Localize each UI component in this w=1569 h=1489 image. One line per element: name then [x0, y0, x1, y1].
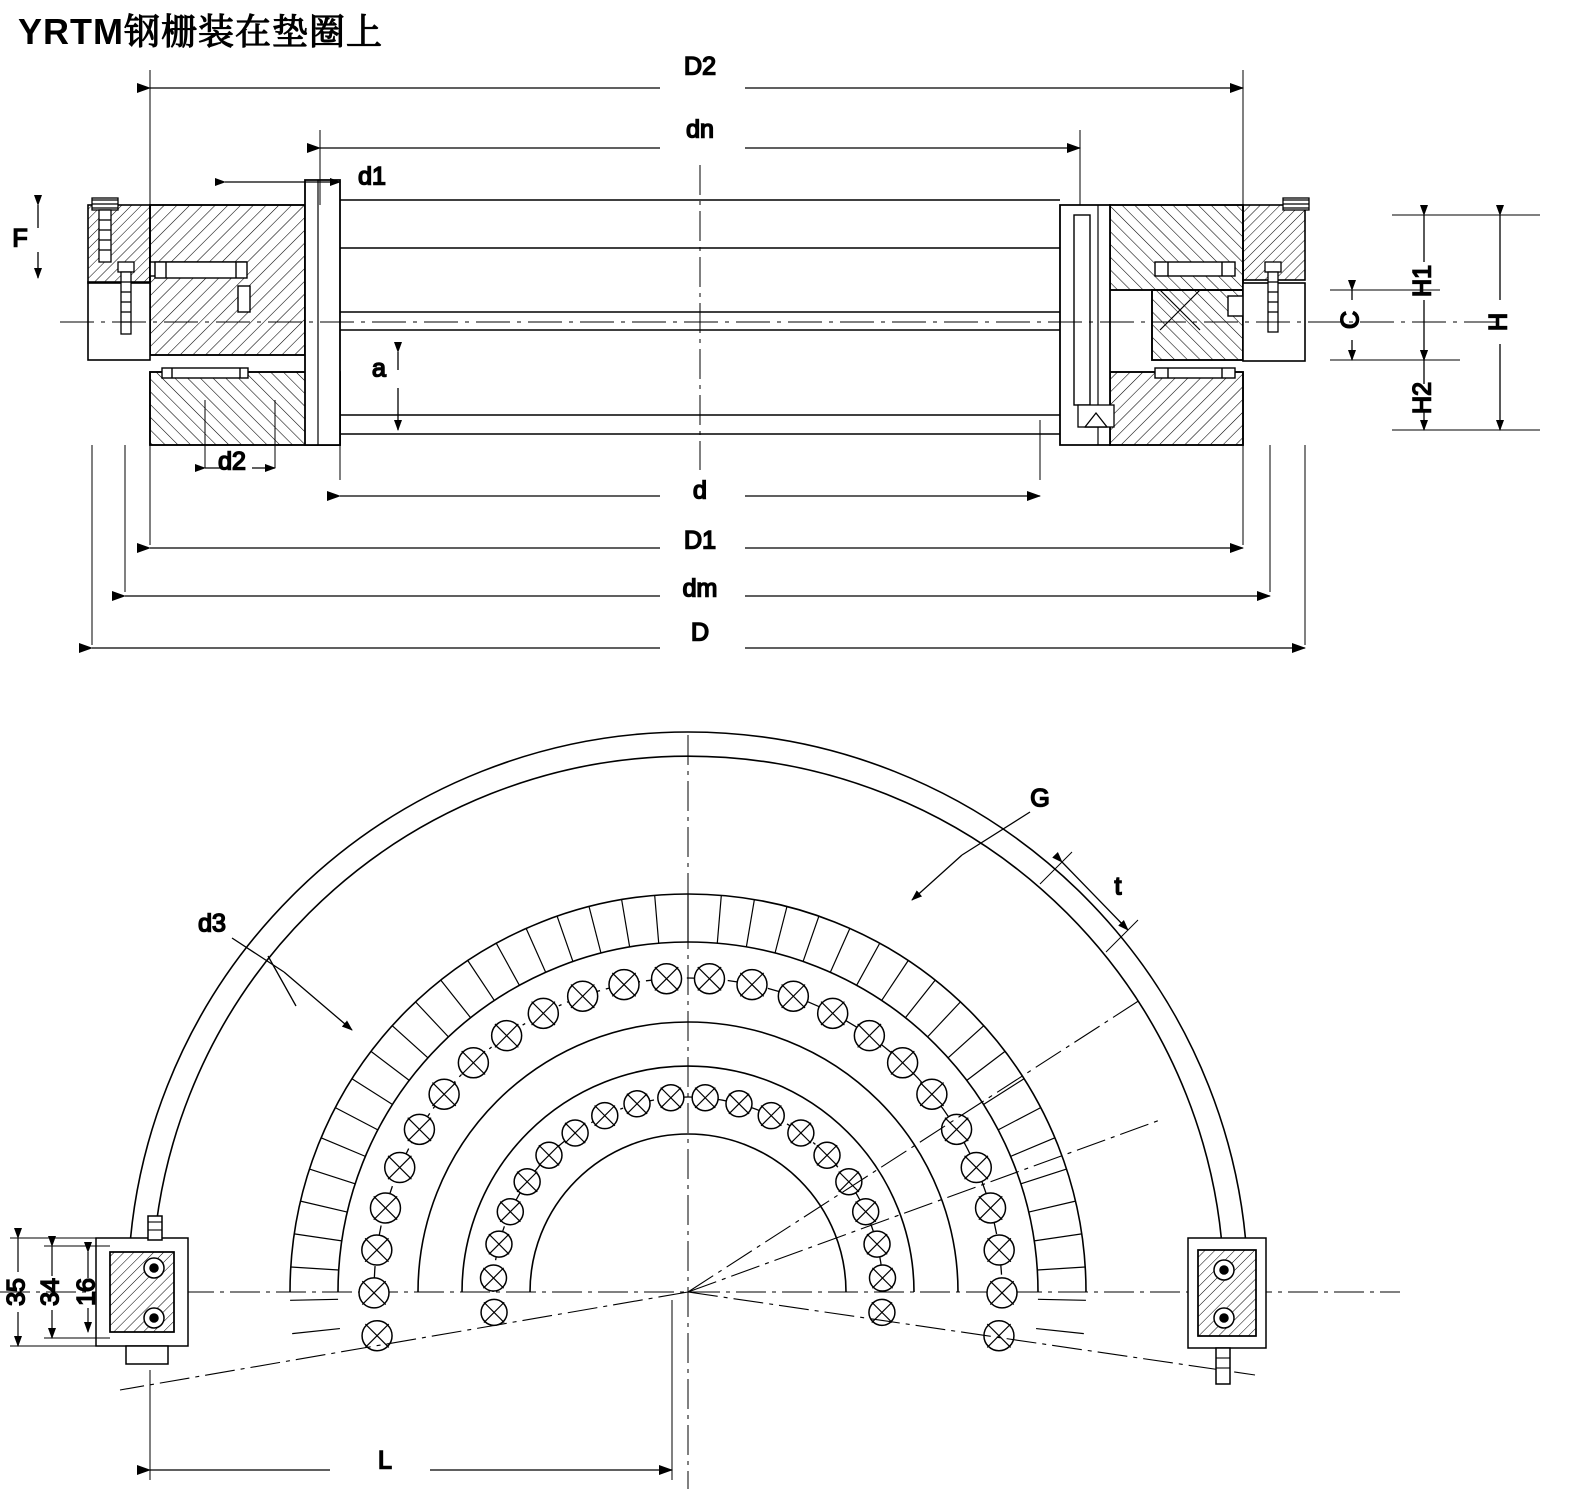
dim-label-t: t: [1114, 872, 1122, 901]
tooth-tick: [928, 1002, 961, 1037]
tooth-tick: [294, 1234, 341, 1241]
plan-left-mounting-block: [96, 1216, 188, 1364]
dim-label-L: L: [378, 1446, 392, 1475]
tooth-tick: [416, 1002, 449, 1037]
tooth-tick: [468, 960, 495, 1000]
tooth-tick: [441, 980, 471, 1018]
tooth-tick: [905, 980, 935, 1018]
section-left-outer-cap: [88, 282, 150, 360]
dim-label-D2: D2: [684, 52, 716, 81]
dim-label-H2: H2: [1408, 382, 1437, 414]
dim-label-d: d: [693, 476, 707, 505]
tooth-tick: [335, 1108, 378, 1130]
tooth-tick: [857, 943, 880, 985]
tooth-tick: [290, 1299, 338, 1300]
tooth-tick: [309, 1169, 355, 1184]
section-right-lower-ring: [1110, 372, 1243, 445]
tooth-tick: [948, 1026, 984, 1058]
tooth-tick: [830, 928, 850, 972]
section-dimension-lines: [38, 88, 1540, 648]
tooth-tick: [967, 1051, 1005, 1080]
dim-label-d1: d1: [358, 162, 386, 191]
dim-label-H1: H1: [1408, 265, 1437, 297]
section-left-upper-ring: [150, 205, 305, 355]
tooth-tick: [526, 928, 546, 972]
plan-view: [0, 732, 1400, 1489]
section-left-inner-web: [305, 180, 340, 445]
tooth-tick: [557, 916, 573, 961]
tooth-tick: [622, 900, 630, 947]
page-title: YRTM钢栅装在垫圈上: [18, 11, 383, 52]
dim-label-dm: dm: [682, 574, 718, 603]
dim-label-F: F: [12, 224, 28, 253]
tooth-tick: [998, 1108, 1041, 1130]
tooth-tick: [1038, 1299, 1086, 1300]
section-bottom-fitting: [1078, 405, 1114, 427]
tooth-tick: [589, 907, 601, 953]
dim-label-D: D: [690, 618, 710, 647]
dim-label-d2: d2: [218, 447, 246, 476]
tooth-tick: [496, 943, 519, 985]
tooth-tick: [392, 1026, 428, 1058]
dim-L: [150, 1300, 672, 1480]
leader-G: [912, 812, 1030, 900]
dim-label-a: a: [372, 354, 386, 383]
tooth-tick: [803, 916, 819, 961]
tooth-tick: [1021, 1169, 1067, 1184]
tooth-tick: [655, 895, 659, 943]
tooth-tick: [882, 960, 909, 1000]
section-right-upper-ring: [1110, 205, 1243, 290]
dim-label-34: 34: [36, 1278, 65, 1306]
tooth-tick: [1037, 1267, 1085, 1270]
dim-label-dn: dn: [686, 115, 714, 144]
dim-label-C: C: [1336, 310, 1365, 330]
tooth-tick: [1034, 1234, 1081, 1241]
dim-label-H: H: [1484, 312, 1513, 332]
dim-label-D1: D1: [684, 526, 716, 555]
section-view: [12, 53, 1540, 648]
dim-label-35: 35: [2, 1278, 31, 1306]
tooth-tick: [301, 1201, 348, 1212]
tooth-tick: [371, 1051, 409, 1080]
tooth-tick: [291, 1267, 339, 1270]
tooth-tick: [1011, 1138, 1055, 1157]
dim-label-G: G: [1030, 784, 1050, 813]
tooth-tick: [775, 907, 787, 953]
tooth-tick: [1029, 1201, 1076, 1212]
tooth-tick: [746, 900, 754, 947]
dim-label-d3: d3: [198, 909, 226, 938]
tooth-tick: [321, 1138, 365, 1157]
tooth-tick: [292, 1329, 340, 1334]
tooth-tick: [1036, 1329, 1084, 1334]
tooth-tick: [352, 1079, 393, 1105]
tooth-tick: [717, 895, 721, 943]
dim-label-16: 16: [72, 1278, 101, 1306]
plan-right-mounting-block: [1188, 1238, 1266, 1384]
tooth-tick: [984, 1079, 1025, 1105]
